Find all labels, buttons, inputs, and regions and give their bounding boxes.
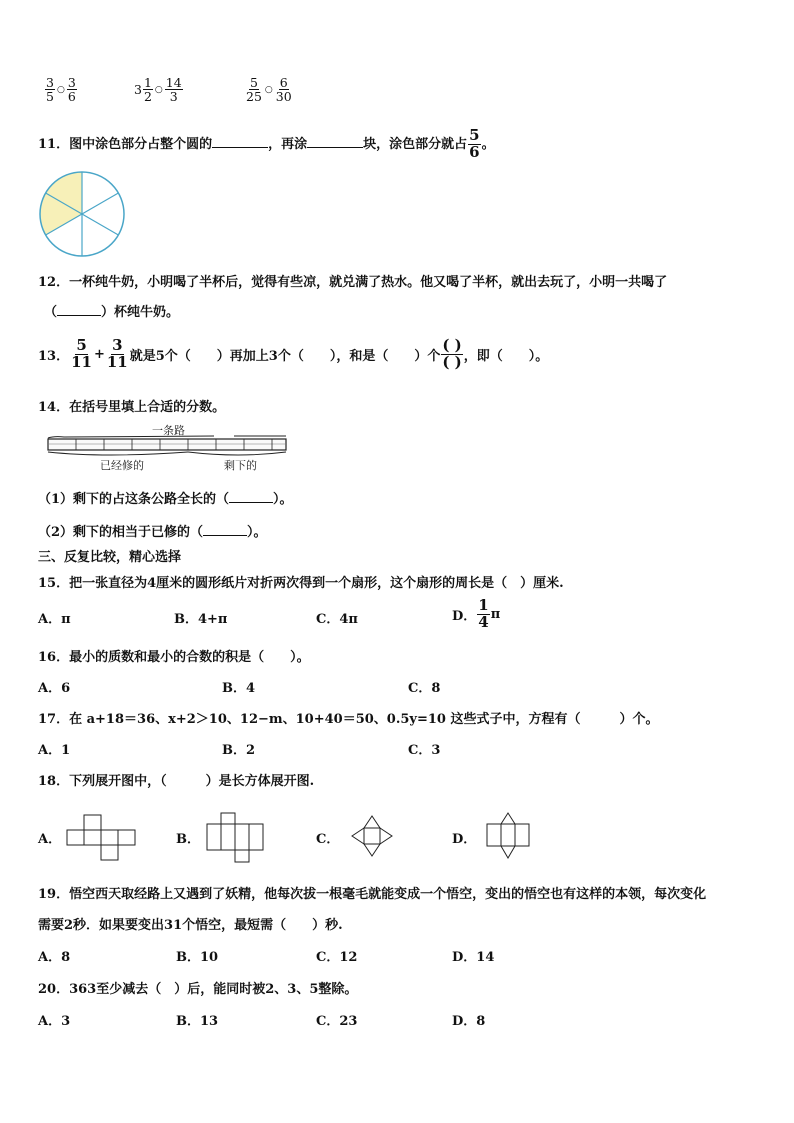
option-a[interactable]: A．π: [38, 612, 71, 627]
answer-blank[interactable]: [203, 523, 247, 536]
fraction: $\frac{3}{11}$: [106, 336, 128, 371]
cube-net-a-icon[interactable]: [66, 814, 138, 862]
question-11: 11．图中涂色部分占整个圆的 ，再涂 块，涂色部分就占 $\frac{5}{6}$ 。: [38, 126, 495, 161]
question-13: 13． $\frac{5}{11}$ + $\frac{3}{11}$ 就是5个（ ）再加上3个（ ），和是（ ）个 $\frac{( )}{( )}$ ，即（ ）。: [38, 336, 549, 371]
answer-blank[interactable]: [212, 135, 268, 148]
question-14-title: 14．在括号里填上合适的分数。: [38, 400, 226, 415]
fraction: $\frac{3}{5}$: [46, 75, 54, 105]
compare-circle[interactable]: ○: [154, 84, 163, 95]
option-c[interactable]: C．4π: [316, 612, 358, 627]
fraction: $\frac{14}{3}$: [165, 75, 182, 105]
fraction: $\frac{5}{6}$: [469, 126, 480, 161]
option-c[interactable]: C．23: [316, 1014, 358, 1029]
option-b[interactable]: B．10: [176, 950, 219, 965]
done-label: 已经修的: [100, 459, 144, 472]
circle-divided-six-icon: [36, 168, 128, 260]
question-19-line2: 需要2秒．如果要变出31个悟空，最短需（ ）秒.: [38, 918, 343, 933]
option-a[interactable]: A．1: [38, 743, 71, 758]
option-c[interactable]: C．12: [316, 950, 358, 965]
option-b[interactable]: B．: [176, 832, 200, 847]
cube-net-c-icon[interactable]: [348, 812, 396, 860]
option-b[interactable]: B．2: [222, 743, 256, 758]
option-b[interactable]: B．4: [222, 681, 256, 696]
answer-blank[interactable]: [307, 135, 363, 148]
option-d[interactable]: D．: [452, 832, 477, 847]
option-b[interactable]: B．4+π: [174, 612, 228, 627]
question-17: 17．在 a+18＝36、x+2＞10、12−m、10+40＝50、0.5y=10 这些式子中，方程有（ ）个。: [38, 712, 659, 727]
question-14-sub1: （1）剩下的占这条公路全长的（ ）。: [38, 492, 293, 507]
fraction: $\frac{5}{25}$: [246, 75, 262, 105]
option-d[interactable]: D．8: [452, 1014, 486, 1029]
option-c[interactable]: C．3: [408, 743, 441, 758]
answer-blank[interactable]: [229, 490, 273, 503]
fraction: $\frac{3}{6}$: [67, 75, 76, 105]
remaining-label: 剩下的: [224, 459, 257, 472]
cube-net-b-icon[interactable]: [206, 812, 266, 864]
answer-blank[interactable]: [57, 303, 101, 316]
option-b[interactable]: B．13: [176, 1014, 219, 1029]
cube-net-d-icon[interactable]: [486, 810, 532, 862]
road-diagram: [44, 422, 294, 474]
question-14-sub2: （2）剩下的相当于已修的（ ）。: [38, 525, 267, 540]
question-18: 18．下列展开图中，（ ）是长方体展开图.: [38, 774, 315, 789]
compare-row: 3 $\frac{1}{2}$ ○ $\frac{14}{3}$: [134, 75, 182, 105]
option-c[interactable]: C．8: [408, 681, 441, 696]
compare-row: [244, 76, 294, 103]
option-d[interactable]: D． $\frac{1}{4}$ π: [452, 596, 501, 631]
fraction: $\frac{1}{4}$: [478, 596, 489, 631]
option-a[interactable]: A．8: [38, 950, 71, 965]
fraction-blank[interactable]: $\frac{( )}{( )}$: [442, 336, 462, 371]
fraction: $\frac{1}{2}$: [143, 75, 152, 105]
question-16: 16．最小的质数和最小的合数的积是（ ）。: [38, 650, 310, 665]
section-heading: 三、反复比较，精心选择: [38, 550, 182, 565]
road-label: 一条路: [152, 424, 185, 437]
option-a[interactable]: A．6: [38, 681, 71, 696]
compare-circle[interactable]: ○: [264, 84, 273, 95]
fraction: $\frac{6}{30}$: [275, 75, 292, 105]
question-20: 20．363至少减去（ ）后，能同时被2、3、5整除。: [38, 982, 358, 997]
question-15: 15．把一张直径为4厘米的圆形纸片对折两次得到一个扇形，这个扇形的周长是（ ）厘米.: [38, 576, 564, 591]
question-12: 12．一杯纯牛奶，小明喝了半杯后，觉得有些凉，就兑满了热水。他又喝了半杯，就出去玩了，小明一共喝了: [38, 275, 668, 290]
question-12-answer: （ ）杯纯牛奶。: [44, 305, 180, 320]
option-d[interactable]: D．14: [452, 950, 495, 965]
option-a[interactable]: A．3: [38, 1014, 71, 1029]
compare-row: [44, 76, 78, 103]
fraction: $\frac{5}{11}$: [71, 336, 92, 371]
question-19: 19．悟空西天取经路上又遇到了妖精，他每次拔一根毫毛就能变成一个悟空，变出的悟空也有这样的本领，每次变化: [38, 887, 707, 902]
option-c[interactable]: C．: [316, 832, 340, 847]
option-a[interactable]: A．: [38, 832, 62, 847]
compare-circle[interactable]: ○: [56, 84, 65, 95]
